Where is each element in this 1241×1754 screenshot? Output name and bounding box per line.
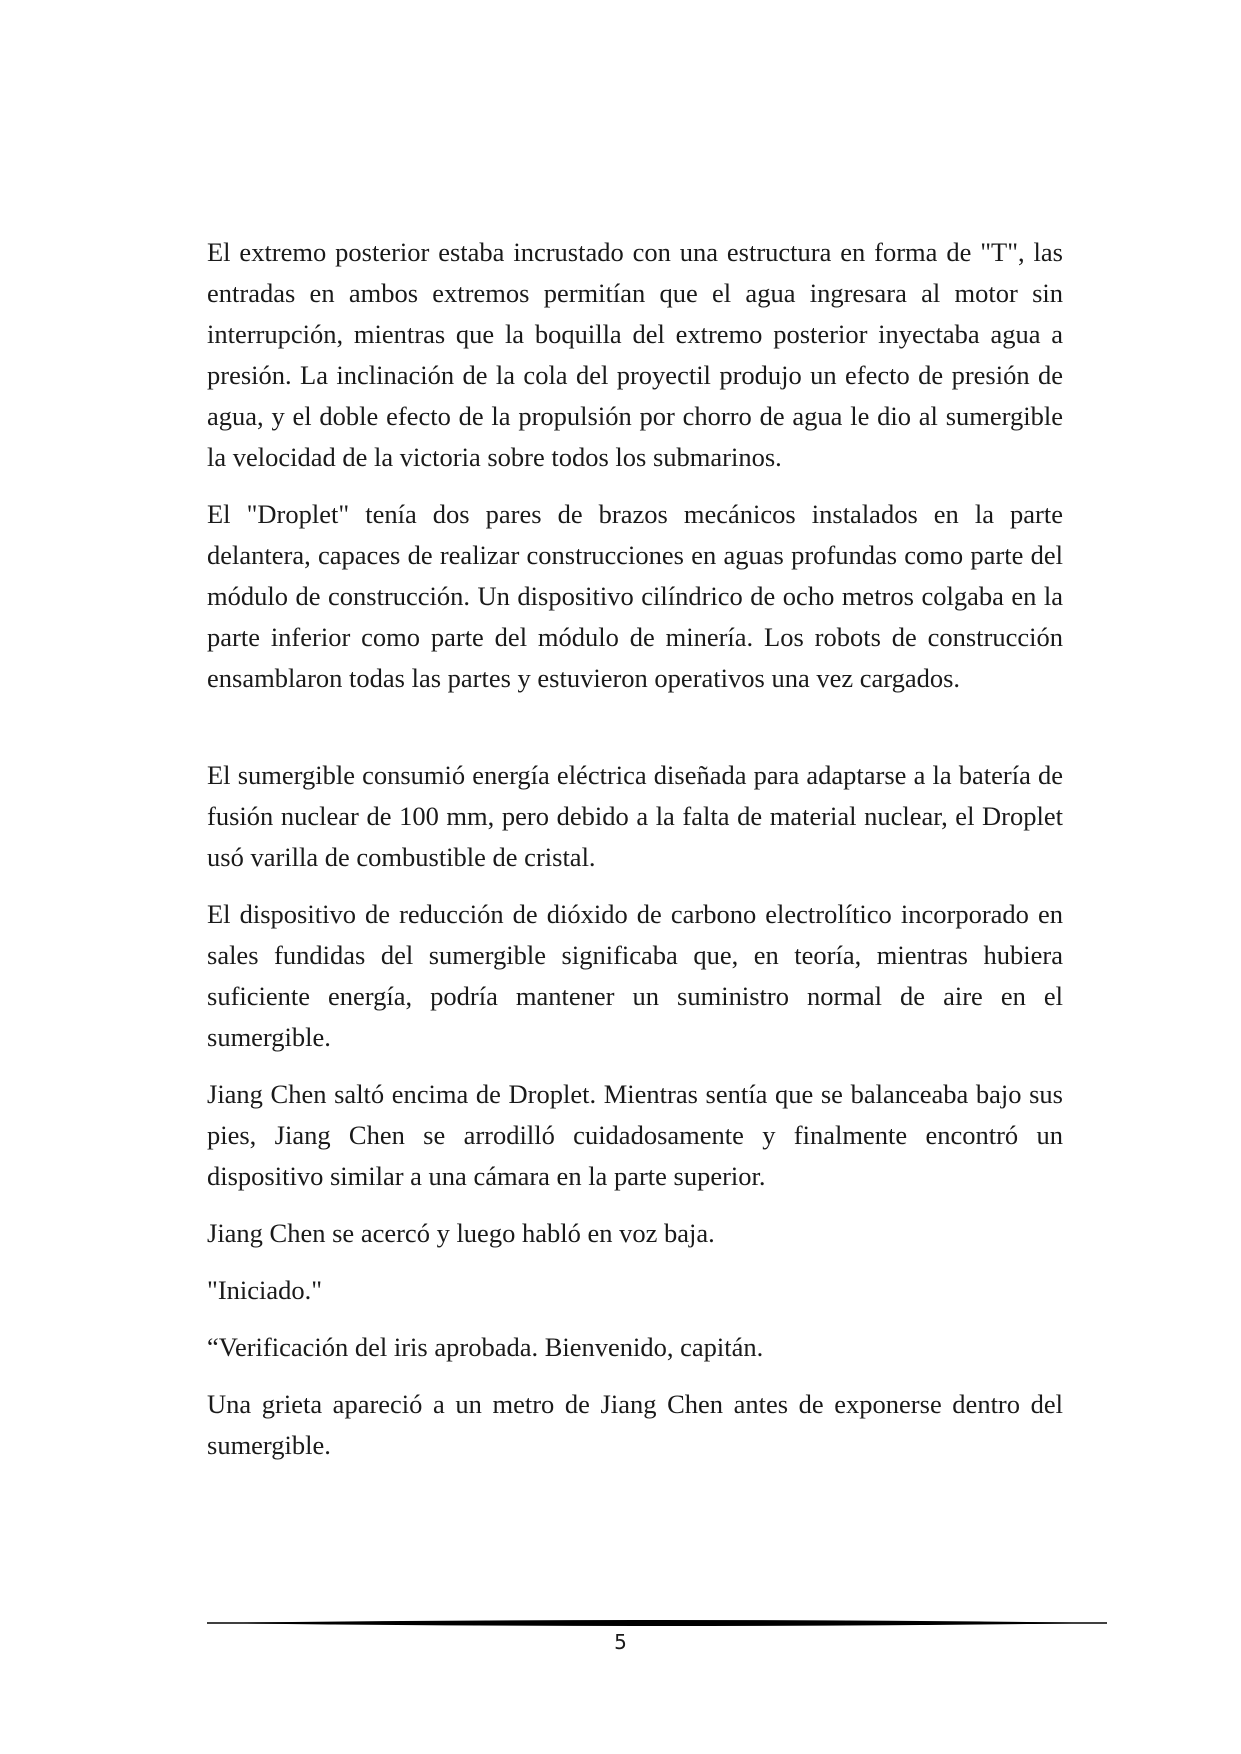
paragraph: El sumergible consumió energía eléctrica diseñada para adaptarse a la batería de fusión nuclear de 100 mm, pero debido a la falta de material nuclear, el Droplet usó varilla de combustible de cristal. (207, 760, 1063, 872)
footer-divider (207, 1617, 1107, 1629)
body-text (207, 232, 1063, 1482)
paragraph: El extremo posterior estaba incrustado con una estructura en forma de "T", las entradas en ambos extremos permitían que el agua ingresara al motor sin interrupción, mientras que la boquilla del extremo posterior inyectaba agua a presión. La inclinación de la cola del proyectil produjo un efecto de presión de agua, y el doble efecto de la propulsión por chorro de agua le dio al sumergible la velocidad de la victoria sobre todos los submarinos. (207, 237, 1063, 472)
paragraph: Jiang Chen saltó encima de Droplet. Mientras sentía que se balanceaba bajo sus pies, Jiang Chen se arrodilló cuidadosamente y finalmente encontró un dispositivo similar a una cámara en la parte superior. (207, 1079, 1063, 1191)
paragraph: "Iniciado." (207, 1275, 323, 1305)
paragraph: El "Droplet" tenía dos pares de brazos mecánicos instalados en la parte delantera, capaces de realizar construcciones en aguas profundas como parte del módulo de construcción. Un dispositivo cilíndrico de ocho metros colgaba en la parte inferior como parte del módulo de minería. Los robots de construcción ensamblaron todas las partes y estuvieron operativos una vez cargados. (207, 499, 1063, 693)
paragraph: Una grieta apareció a un metro de Jiang Chen antes de exponerse dentro del sumergible. (207, 1389, 1063, 1460)
paragraph: Jiang Chen se acercó y luego habló en voz baja. (207, 1218, 715, 1248)
paragraph: “Verificación del iris aprobada. Bienvenido, capitán. (207, 1332, 764, 1362)
paragraph: El dispositivo de reducción de dióxido de carbono electrolítico incorporado en sales fundidas del sumergible significaba que, en teoría, mientras hubiera suficiente energía, podría mantener un suministro normal de aire en el sumergible. (207, 899, 1063, 1052)
page-number: 5 (614, 1630, 627, 1654)
